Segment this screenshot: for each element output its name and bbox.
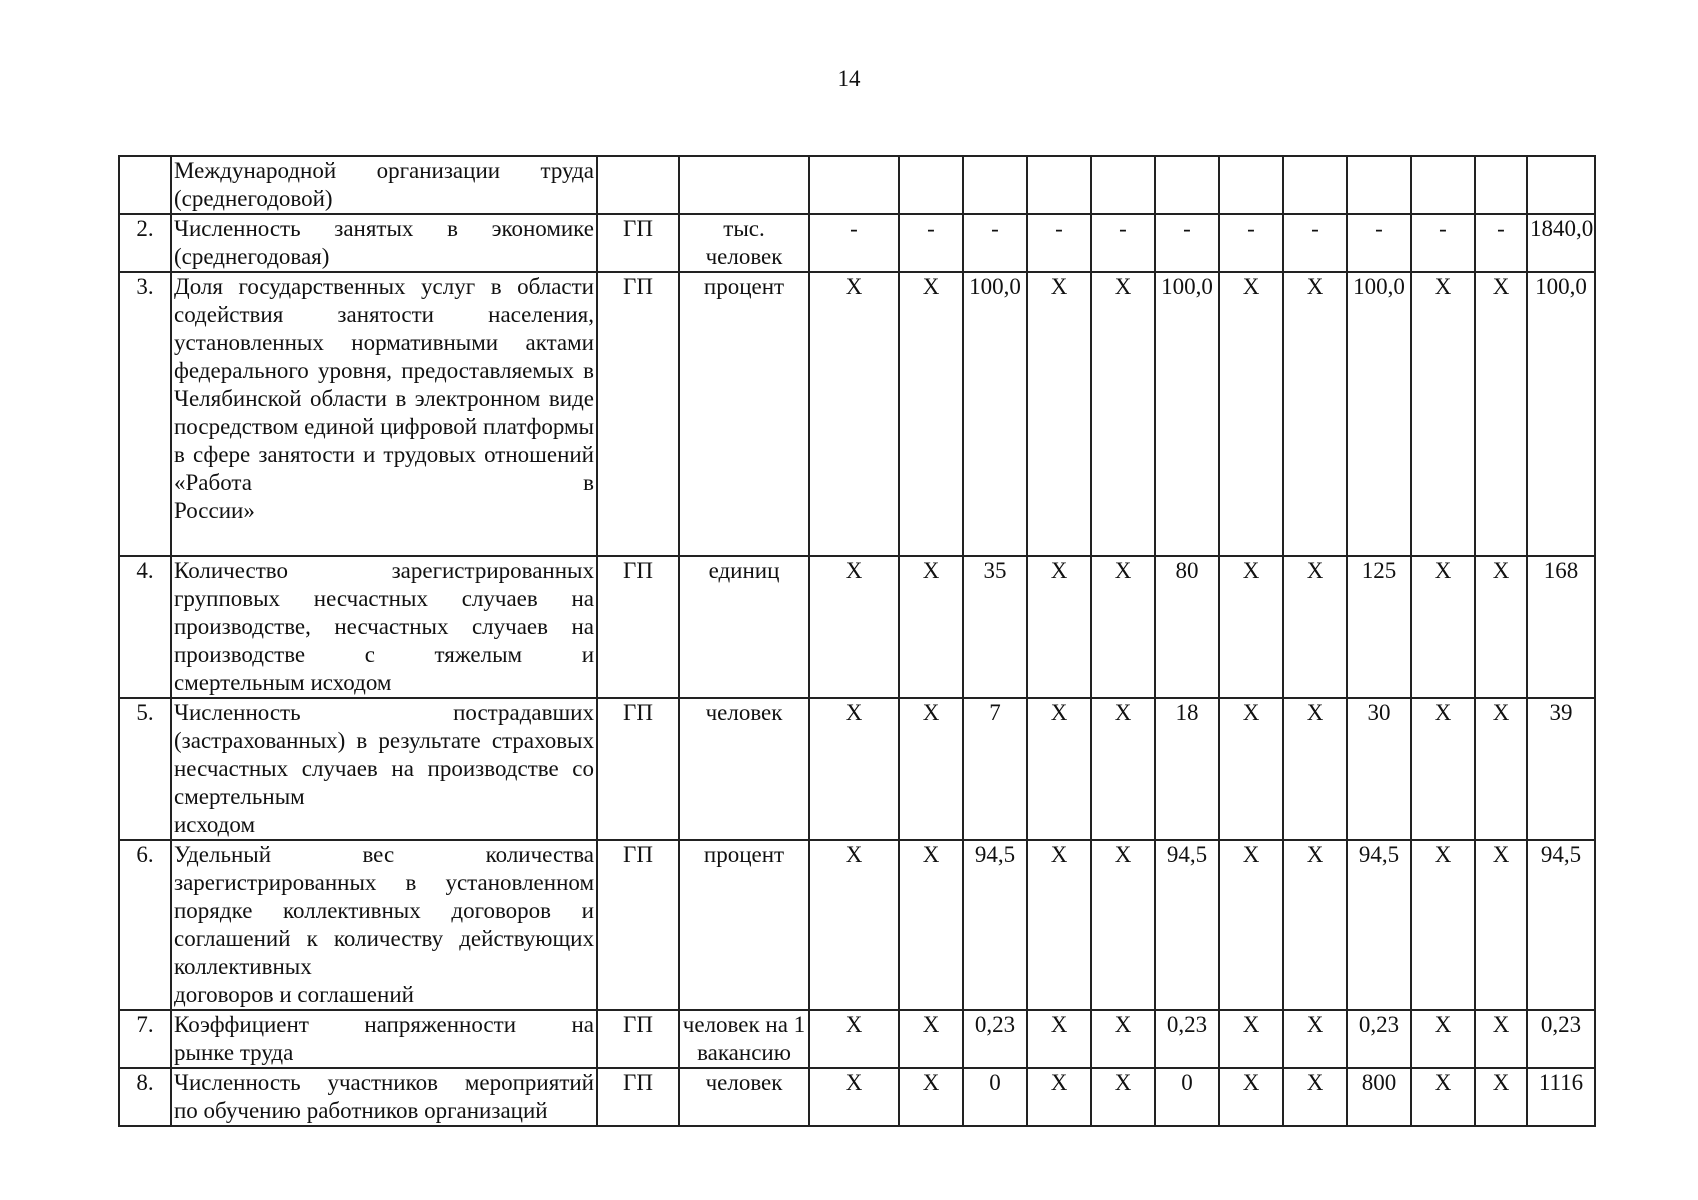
- value-cell: 100,0: [1527, 272, 1595, 556]
- value-cell: 0,23: [1347, 1010, 1411, 1068]
- indicator-name-last-line: (среднегодовой): [174, 186, 333, 211]
- unit-cell: процент: [679, 840, 809, 1010]
- value-cell: 1116: [1527, 1068, 1595, 1126]
- value-cell: Х: [1219, 1068, 1283, 1126]
- source-cell: ГП: [597, 214, 679, 272]
- table-row: [119, 1010, 1595, 1068]
- indicator-name-last-line: смертельным исходом: [174, 670, 392, 695]
- value-cell: Х: [1411, 556, 1475, 698]
- indicator-name: [171, 698, 597, 840]
- value-cell: 94,5: [1527, 840, 1595, 1010]
- value-cell: [1091, 156, 1155, 214]
- row-number: [119, 156, 171, 214]
- value-cell: -: [1219, 214, 1283, 272]
- value-cell: 0,23: [1155, 1010, 1219, 1068]
- table-row: [119, 840, 1595, 1010]
- value-cell: -: [899, 214, 963, 272]
- unit-cell: человек: [679, 1068, 809, 1126]
- value-cell: -: [1155, 214, 1219, 272]
- indicator-name-last-line: исходом: [174, 812, 255, 837]
- value-cell: Х: [1475, 556, 1527, 698]
- indicator-name-line: Численность участников мероприятий: [174, 1070, 594, 1095]
- value-cell: [1347, 156, 1411, 214]
- value-cell: Х: [1283, 698, 1347, 840]
- source-cell: ГП: [597, 272, 679, 556]
- value-cell: [809, 156, 899, 214]
- value-cell: 80: [1155, 556, 1219, 698]
- unit-cell: человек на 1 вакансию: [679, 1010, 809, 1068]
- indicator-name-last-line: (среднегодовая): [174, 244, 330, 269]
- value-cell: Х: [809, 556, 899, 698]
- value-cell: [1527, 156, 1595, 214]
- value-cell: Х: [1283, 556, 1347, 698]
- source-cell: ГП: [597, 556, 679, 698]
- indicator-name-line: Доля государственных услуг в: [174, 274, 502, 299]
- value-cell: -: [1027, 214, 1091, 272]
- indicator-name-last-line: по обучению работников организаций: [174, 1098, 548, 1123]
- value-cell: 0,23: [1527, 1010, 1595, 1068]
- value-cell: Х: [1475, 1068, 1527, 1126]
- table-row: [119, 214, 1595, 272]
- value-cell: Х: [809, 840, 899, 1010]
- value-cell: Х: [1411, 272, 1475, 556]
- value-cell: Х: [1091, 698, 1155, 840]
- indicator-name-line: Коэффициент напряженности на: [174, 1012, 594, 1037]
- value-cell: Х: [1027, 272, 1091, 556]
- source-cell: ГП: [597, 840, 679, 1010]
- value-cell: Х: [1091, 272, 1155, 556]
- table-row: [119, 698, 1595, 840]
- indicator-name: [171, 556, 597, 698]
- indicator-name-line: производстве с тяжелым и: [174, 642, 594, 667]
- indicator-name-line: Численность пострадавших: [174, 700, 594, 725]
- value-cell: Х: [1283, 272, 1347, 556]
- value-cell: 125: [1347, 556, 1411, 698]
- value-cell: Х: [1475, 1010, 1527, 1068]
- value-cell: 30: [1347, 698, 1411, 840]
- table-row: [119, 156, 1595, 214]
- indicator-name-line: групповых несчастных случаев на: [174, 586, 594, 611]
- indicator-name-line: нормативными актами федерального: [174, 330, 594, 383]
- indicator-name-line: виде посредством единой цифровой: [174, 386, 594, 439]
- value-cell: 168: [1527, 556, 1595, 698]
- value-cell: -: [963, 214, 1027, 272]
- value-cell: Х: [809, 1068, 899, 1126]
- value-cell: Х: [1091, 1068, 1155, 1126]
- indicator-name-line: Численность занятых в экономике: [174, 216, 594, 241]
- page-number: 14: [837, 66, 861, 91]
- value-cell: Х: [899, 556, 963, 698]
- source-cell: [597, 156, 679, 214]
- value-cell: [1411, 156, 1475, 214]
- value-cell: Х: [1219, 556, 1283, 698]
- value-cell: Х: [1411, 1010, 1475, 1068]
- indicator-name-line: Количество зарегистрированных: [174, 558, 594, 583]
- row-number: 3.: [119, 272, 171, 556]
- row-number: 2.: [119, 214, 171, 272]
- value-cell: 94,5: [1347, 840, 1411, 1010]
- value-cell: Х: [1411, 1068, 1475, 1126]
- value-cell: Х: [1027, 556, 1091, 698]
- value-cell: Х: [899, 272, 963, 556]
- table-row: [119, 556, 1595, 698]
- value-cell: Х: [809, 698, 899, 840]
- indicator-name-last-line: договоров и соглашений: [174, 982, 414, 1007]
- indicator-name-line: порядке коллективных договоров и: [174, 898, 594, 923]
- value-cell: 0: [1155, 1068, 1219, 1126]
- unit-cell: единиц: [679, 556, 809, 698]
- indicator-name-line: производстве со смертельным: [174, 756, 595, 809]
- value-cell: -: [809, 214, 899, 272]
- value-cell: 1840,0: [1527, 214, 1595, 272]
- indicator-name-line: (застрахованных) в результате: [174, 728, 481, 753]
- value-cell: -: [1411, 214, 1475, 272]
- value-cell: 35: [963, 556, 1027, 698]
- value-cell: 100,0: [1155, 272, 1219, 556]
- value-cell: 39: [1527, 698, 1595, 840]
- indicator-name-line: платформы в сфере занятости и: [174, 414, 595, 467]
- indicator-name-last-line: России»: [174, 498, 255, 523]
- value-cell: -: [1091, 214, 1155, 272]
- indicator-name: [171, 272, 597, 556]
- indicator-name-line: производстве, несчастных случаев на: [174, 614, 594, 639]
- value-cell: [1475, 156, 1527, 214]
- indicator-name-line: уровня, предоставляемых в: [318, 358, 594, 383]
- value-cell: Х: [899, 698, 963, 840]
- value-cell: Х: [1475, 698, 1527, 840]
- indicator-name-line: зарегистрированных в установленном: [174, 870, 594, 895]
- value-cell: Х: [1283, 1068, 1347, 1126]
- indicator-name-line: Удельный вес количества: [174, 842, 594, 867]
- value-cell: Х: [1027, 698, 1091, 840]
- value-cell: Х: [1219, 698, 1283, 840]
- value-cell: [1219, 156, 1283, 214]
- value-cell: Х: [1283, 1010, 1347, 1068]
- indicator-name-line: соглашений к количеству: [174, 926, 444, 951]
- row-number: 5.: [119, 698, 171, 840]
- table-body: [119, 156, 1595, 1126]
- row-number: 8.: [119, 1068, 171, 1126]
- value-cell: Х: [1219, 272, 1283, 556]
- indicator-name: [171, 1068, 597, 1126]
- value-cell: -: [1283, 214, 1347, 272]
- value-cell: 100,0: [1347, 272, 1411, 556]
- source-cell: ГП: [597, 1068, 679, 1126]
- value-cell: [1027, 156, 1091, 214]
- indicator-name-line: Международной организации труда: [174, 158, 594, 183]
- value-cell: [1283, 156, 1347, 214]
- value-cell: 0,23: [963, 1010, 1027, 1068]
- indicator-name-line: трудовых отношений «Работа в: [174, 442, 594, 495]
- value-cell: Х: [1219, 840, 1283, 1010]
- table-row: [119, 272, 1595, 556]
- indicator-name-last-line: рынке труда: [174, 1040, 294, 1065]
- table-row: [119, 1068, 1595, 1126]
- value-cell: Х: [1411, 698, 1475, 840]
- unit-cell: человек: [679, 698, 809, 840]
- value-cell: Х: [1219, 1010, 1283, 1068]
- value-cell: Х: [809, 272, 899, 556]
- unit-cell: процент: [679, 272, 809, 556]
- value-cell: Х: [1091, 840, 1155, 1010]
- value-cell: [1155, 156, 1219, 214]
- indicator-name-line: страховых несчастных случаев на: [174, 728, 595, 781]
- value-cell: 18: [1155, 698, 1219, 840]
- indicator-name-line: действующих коллективных: [174, 926, 594, 979]
- value-cell: Х: [899, 1010, 963, 1068]
- value-cell: [899, 156, 963, 214]
- value-cell: Х: [809, 1010, 899, 1068]
- source-cell: ГП: [597, 698, 679, 840]
- indicator-name: [171, 840, 597, 1010]
- value-cell: -: [1475, 214, 1527, 272]
- value-cell: Х: [1283, 840, 1347, 1010]
- unit-cell: тыс. человек: [679, 214, 809, 272]
- indicator-name: [171, 214, 597, 272]
- row-number: 4.: [119, 556, 171, 698]
- value-cell: 800: [1347, 1068, 1411, 1126]
- value-cell: Х: [1091, 1010, 1155, 1068]
- value-cell: 7: [963, 698, 1027, 840]
- row-number: 7.: [119, 1010, 171, 1068]
- value-cell: 100,0: [963, 272, 1027, 556]
- value-cell: Х: [1027, 1010, 1091, 1068]
- value-cell: Х: [1091, 556, 1155, 698]
- value-cell: Х: [1475, 272, 1527, 556]
- value-cell: Х: [1027, 1068, 1091, 1126]
- indicator-name: [171, 156, 597, 214]
- value-cell: Х: [899, 1068, 963, 1126]
- source-cell: ГП: [597, 1010, 679, 1068]
- indicator-name-line: Челябинской области в электронном: [174, 386, 541, 411]
- row-number: 6.: [119, 840, 171, 1010]
- indicator-name-line: населения, установленных: [174, 302, 595, 355]
- value-cell: 0: [963, 1068, 1027, 1126]
- value-cell: Х: [899, 840, 963, 1010]
- value-cell: Х: [1475, 840, 1527, 1010]
- indicators-table: [118, 155, 1596, 1127]
- value-cell: [963, 156, 1027, 214]
- value-cell: Х: [1411, 840, 1475, 1010]
- value-cell: Х: [1027, 840, 1091, 1010]
- indicator-name-line: области содействия занятости: [174, 274, 594, 327]
- indicator-name: [171, 1010, 597, 1068]
- unit-cell: [679, 156, 809, 214]
- value-cell: -: [1347, 214, 1411, 272]
- value-cell: 94,5: [1155, 840, 1219, 1010]
- value-cell: 94,5: [963, 840, 1027, 1010]
